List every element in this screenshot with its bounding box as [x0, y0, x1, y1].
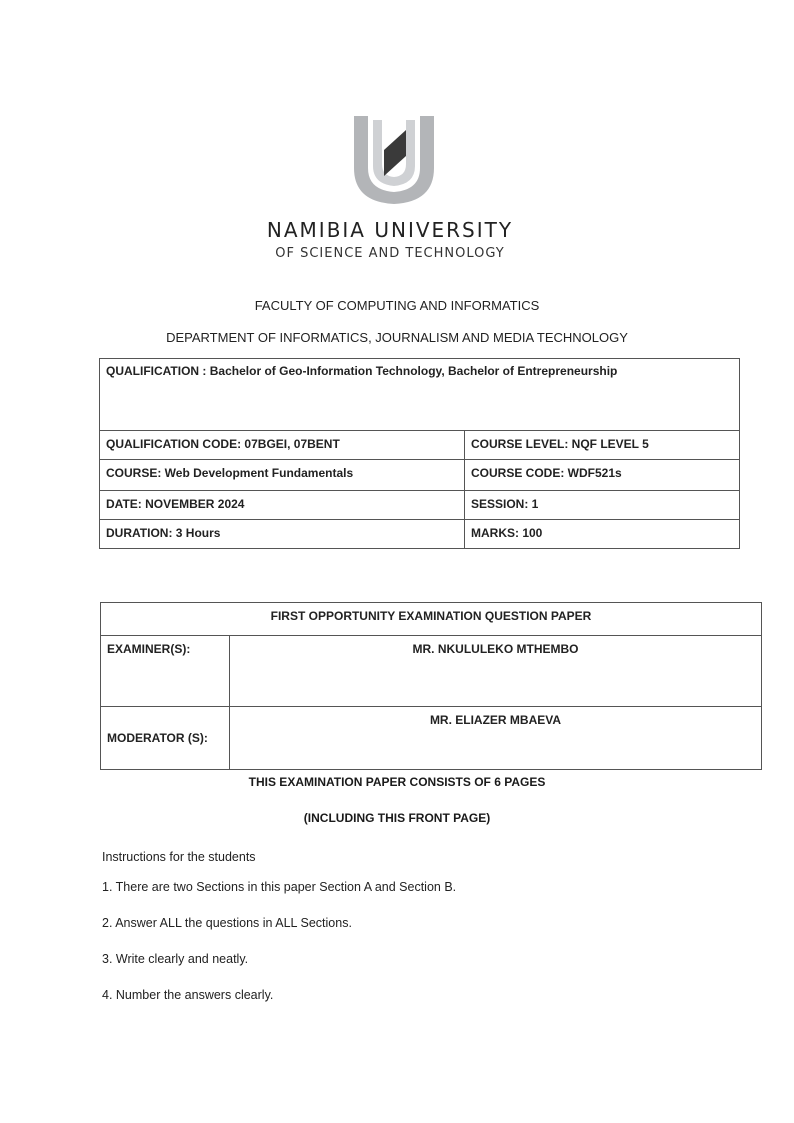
department-title: DEPARTMENT OF INFORMATICS, JOURNALISM AND MEDIA TECHNOLOGY	[166, 330, 628, 345]
qualification-cell: QUALIFICATION : Bachelor of Geo-Information Technology, Bachelor of Entrepreneurship	[100, 359, 740, 431]
table-row	[101, 603, 762, 636]
course-cell: COURSE: Web Development Fundamentals	[100, 460, 465, 491]
nust-logo-icon	[346, 106, 442, 208]
moderator-label-cell: MODERATOR (S):	[101, 707, 230, 770]
table-row	[100, 491, 740, 520]
faculty-title: FACULTY OF COMPUTING AND INFORMATICS	[254, 298, 540, 313]
university-subtitle: OF SCIENCE AND TECHNOLOGY	[275, 246, 505, 261]
table-row	[100, 431, 740, 460]
qualification-code-cell: QUALIFICATION CODE: 07BGEI, 07BENT	[100, 431, 465, 460]
instruction-item: 2. Answer ALL the questions in ALL Sections.	[102, 916, 352, 930]
instruction-item: 1. There are two Sections in this paper Section A and Section B.	[102, 880, 457, 894]
table-row	[100, 520, 740, 549]
course-level-cell: COURSE LEVEL: NQF LEVEL 5	[465, 431, 740, 460]
university-name: NAMIBIA UNIVERSITY	[266, 218, 514, 242]
table-row	[101, 636, 762, 707]
exam-title-cell: FIRST OPPORTUNITY EXAMINATION QUESTION PAPER	[101, 603, 762, 636]
table-row	[100, 460, 740, 491]
instruction-item: 4. Number the answers clearly.	[102, 988, 274, 1002]
moderator-name-cell: MR. ELIAZER MBAEVA	[230, 707, 762, 770]
duration-cell: DURATION: 3 Hours	[100, 520, 465, 549]
instruction-item: 3. Write clearly and neatly.	[102, 952, 249, 966]
session-cell: SESSION: 1	[465, 491, 740, 520]
course-code-cell: COURSE CODE: WDF521s	[465, 460, 740, 491]
table-row	[100, 359, 740, 431]
examiner-label-cell: EXAMINER(S):	[101, 636, 230, 707]
including-note: (INCLUDING THIS FRONT PAGE)	[303, 811, 491, 825]
pages-note: THIS EXAMINATION PAPER CONSISTS OF 6 PAGES	[248, 775, 546, 789]
marks-cell: MARKS: 100	[465, 520, 740, 549]
table-row	[101, 707, 762, 770]
examiners-table	[100, 602, 762, 770]
examiner-name-cell: MR. NKULULEKO MTHEMBO	[230, 636, 762, 707]
course-details-table	[99, 358, 740, 549]
date-cell: DATE: NOVEMBER 2024	[100, 491, 465, 520]
instructions-heading: Instructions for the students	[102, 850, 256, 864]
